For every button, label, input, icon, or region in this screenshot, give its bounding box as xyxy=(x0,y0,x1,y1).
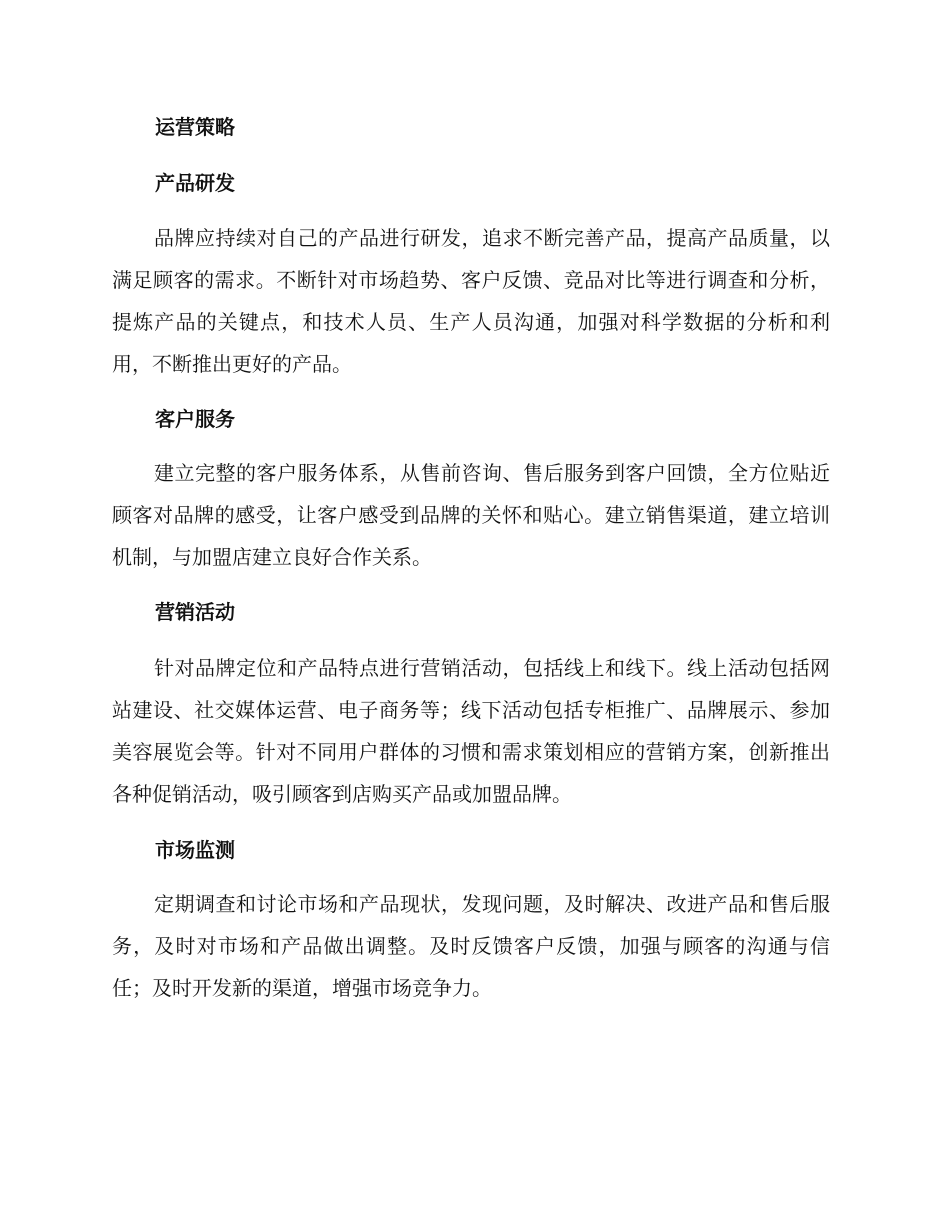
section-heading-product-rd: 产品研发 xyxy=(155,171,235,195)
section-body-customer-service: 建立完整的客户服务体系，从售前咨询、售后服务到客户回馈，全方位贴近顾客对品牌的感受，让客户感受到品牌的关怀和贴心。建立销售渠道，建立培训机制，与加盟店建立良好合作关系。 xyxy=(112,461,830,569)
section-heading-marketing: 营销活动 xyxy=(155,600,235,624)
section-body-marketing: 针对品牌定位和产品特点进行营销活动，包括线上和线下。线上活动包括网站建设、社交媒体运营、电子商务等；线下活动包括专柜推广、品牌展示、参加美容展览会等。针对不同用户群体的习惯和需求策划相应的营销方案，创新推出各种促销活动，吸引顾客到店购买产品或加盟品牌。 xyxy=(112,656,830,806)
section-body-product-rd: 品牌应持续对自己的产品进行研发，追求不断完善产品，提高产品质量，以满足顾客的需求。不断针对市场趋势、客户反馈、竞品对比等进行调查和分析，提炼产品的关键点，和技术人员、生产人员沟通，加强对科学数据的分析和利用，不断推出更好的产品。 xyxy=(112,226,830,376)
document-title: 运营策略 xyxy=(155,115,235,139)
section-body-market-monitoring: 定期调查和讨论市场和产品现状，发现问题，及时解决、改进产品和售后服务，及时对市场和产品做出调整。及时反馈客户反馈，加强与顾客的沟通与信任；及时开发新的渠道，增强市场竞争力。 xyxy=(112,892,830,1000)
section-heading-customer-service: 客户服务 xyxy=(155,407,235,431)
section-heading-market-monitoring: 市场监测 xyxy=(155,838,235,862)
